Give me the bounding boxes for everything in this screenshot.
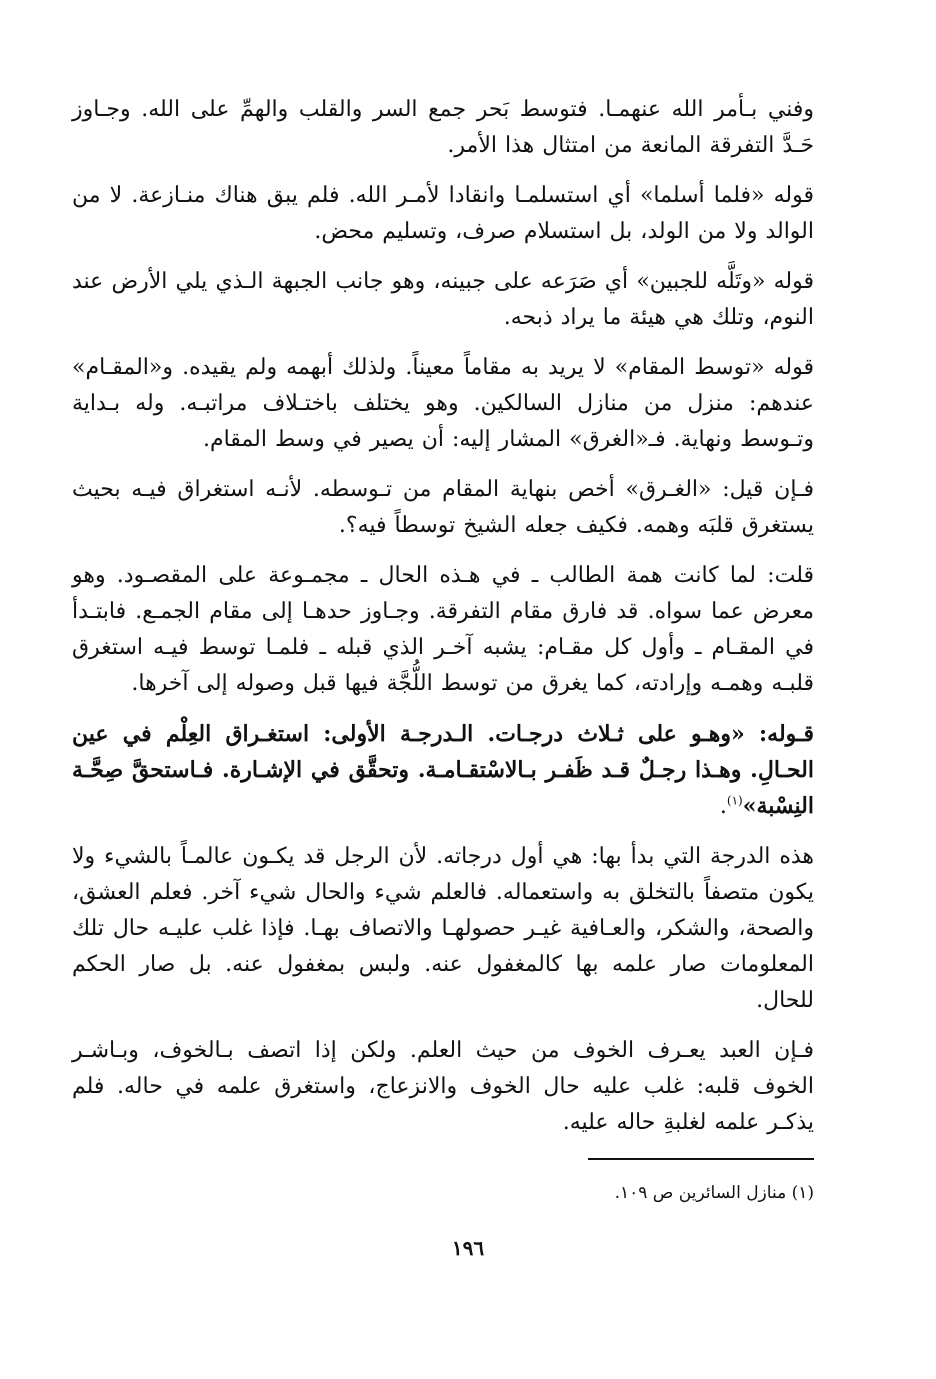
quoted-text-paragraph	[72, 716, 814, 825]
quote-suffix: .	[719, 794, 727, 819]
paragraph: هذه الدرجة التي بدأ بها: هي أول درجاته. لأن الرجل قد يكـون عالمـاً بالشيء ولا يكون متصفاً بالتخلق به واستعماله. فالعلم شيء والحال شيء آخر. فعلم العشق، والصحة، والشكر، والعـافية غيـر حصولهـا والاتصاف بهـا. فإذا غلب عليـه حال تلك المعلومات صار علمه بها كالمغفول عنه. ولبس بمغفول عنه. بل صار الحكم للحال.	[72, 844, 814, 1013]
footnote: (١) منازل السائرين ص ١٠٩.	[614, 1183, 814, 1203]
quote-prefix: قـوله:	[744, 721, 814, 747]
paragraph: قوله «وتَلَّه للجبين» أي صَرَعه على جبينه، وهو جانب الجبهة الـذي يلي الأرض عند النوم، وتلك هي هيئة ما يراد ذبحه.	[72, 269, 814, 330]
footnote-divider	[588, 1158, 814, 1160]
paragraph: فـإن العبد يعـرف الخوف من حيث العلم. ولكن إذا اتصف بـالخوف، وبـاشـر الخوف قلبه: غلب عليه حال الخوف والانزعاج، واستغرق علمه في حاله. فلم يذكـر علمه لغلبةِ حاله عليه.	[72, 1038, 814, 1135]
quote-text: «وهـو على ثـلاث درجـات. الـدرجـة الأولى: استغـراق العِلْم في عين الحـالِ. وهـذا رجـلٌ قـد ظَفـر بـالاسْتقـامـة. وتحقَّق في الإشـارة. فـاستحقَّ صِحَّـة النِسْبة»	[72, 721, 814, 819]
paragraph: قلت: لما كانت همة الطالب ـ في هـذه الحال ـ مجمـوعة على المقصـود. وهو معرض عما سواه. قد فارق مقام التفرقة. وجـاوز حدهـا إلى مقام الجمـع. فابتـدأ في المقـام ـ وأول كل مقـام: يشبه آخـر الذي قبله ـ فلمـا توسط فيـه استغرق قلبـه وهمـه وإرادته، كما يغرق من توسط اللُّجَّة فيها قبل وصوله إلى آخرها.	[72, 563, 814, 696]
page-body	[72, 92, 814, 1155]
paragraph: قوله «توسط المقام» لا يريد به مقاماً معيناً. ولذلك أبهمه ولم يقيده. و«المقـام» عندهم: منزل من منازل السالكين. وهو يختلف باختـلاف مراتبـه. وله بـداية وتـوسط ونهاية. فـ«الغرق» المشار إليه: أن يصير في وسط المقام.	[72, 355, 814, 452]
page-number: ١٩٦	[451, 1236, 485, 1260]
footnote-reference: (١)	[726, 793, 743, 808]
paragraph: فـإن قيل: «الغـرق» أخص بنهاية المقام من تـوسطه. لأنـه استغراق فيـه بحيث يستغرق قلبَه وهمه. فكيف جعله الشيخ توسطاً فيه؟.	[72, 477, 814, 538]
paragraph: وفني بـأمر الله عنهمـا. فتوسط بَحر جمع السر والقلب والهمِّ على الله. وجـاوز حَـدَّ التفرقة المانعة من امتثال هذا الأمر.	[72, 97, 814, 158]
paragraph: قوله «فلما أسلما» أي استسلمـا وانقادا لأمـر الله. فلم يبق هناك منـازعة. لا من الوالد ولا من الولد، بل استسلام صرف، وتسليم محض.	[72, 183, 814, 244]
